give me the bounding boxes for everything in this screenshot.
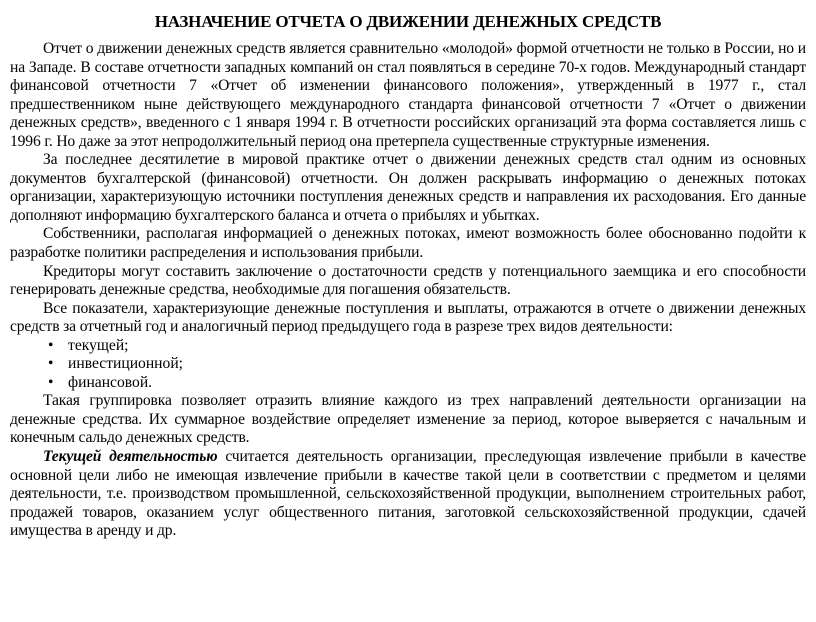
- activities-list: [10, 337, 806, 393]
- term-operating-activity: Текущей деятельностью: [43, 448, 218, 466]
- definition-operating-activity: считается деятельность организации, преследующая извлечение прибыли в качестве основной цели либо не имеющая извлечение прибыли в качестве такой цели в соответствии с предметом и целями деятельности, т.е. производством промышленной, сельскохозяйственной продукции, выполнением строительных работ, продажей товаров, оказанием услуг общественного питания, заготовкой сельскохозяйственной продукции, сдачей имущества в аренду и др.: [10, 448, 806, 540]
- paragraph-creditors: Кредиторы могут составить заключение о достаточности средств у потенциального заемщика и его способности генерировать денежные средства, необходимые для погашения обязательств.: [10, 262, 806, 299]
- bullet-icon: •: [48, 336, 54, 354]
- paragraph-indicators: Все показатели, характеризующие денежные поступления и выплаты, отражаются в отчете о движении денежных средств за отчетный год и аналогичный период предыдущего года в разрезе трех видов деятельности:: [10, 299, 806, 336]
- paragraph-grouping: Такая группировка позволяет отразить влияние каждого из трех направлений деятельности организации на денежные средства. Их суммарное воздействие определяет изменение за период, которое выверяется с начальным и конечным сальдо денежных средств.: [10, 392, 806, 447]
- paragraph-history: Отчет о движении денежных средств является сравнительно «молодой» формой отчетности не только в России, но и на Западе. В составе отчетности западных компаний он стал появляться в середине 70-х годов. Международный стандарт финансовой отчетности 7 «Отчет об изменении финансового положения», утвержденный в 1977 г., стал предшественником ныне действующего международного стандарта финансовой отчетности 7 «Отчет о движении денежных средств», введенного с 1 января 1994 г. В отчетности российских организаций эта форма составляется лишь с 1996 г. Но даже за этот непродолжительный период она претерпела существенные структурные изменения.: [10, 40, 806, 150]
- document-title: НАЗНАЧЕНИЕ ОТЧЕТА О ДВИЖЕНИИ ДЕНЕЖНЫХ СРЕДСТВ: [154, 12, 662, 31]
- list-item: [10, 374, 806, 393]
- list-item-text: инвестиционной;: [68, 355, 184, 373]
- bullet-icon: •: [48, 355, 54, 373]
- list-item: [10, 355, 806, 374]
- paragraph-operating-activity: [10, 448, 806, 541]
- list-item-text: текущей;: [68, 336, 129, 354]
- paragraph-owners: Собственники, располагая информацией о денежных потоках, имеют возможность более обоснованно подойти к разработке политики распределения и использования прибыли.: [10, 225, 806, 262]
- paragraph-importance: За последнее десятилетие в мировой практике отчет о движении денежных средств стал одним из основных документов бухгалтерской (финансовой) отчетности. Он должен раскрывать информацию о денежных потоках организации, характеризующую источники поступления денежных средств и направления их расходования. Его данные дополняют информацию бухгалтерского баланса и отчета о прибылях и убытках.: [10, 151, 806, 224]
- list-item-text: финансовой.: [68, 373, 153, 391]
- bullet-icon: •: [48, 373, 54, 391]
- list-item: [10, 337, 806, 356]
